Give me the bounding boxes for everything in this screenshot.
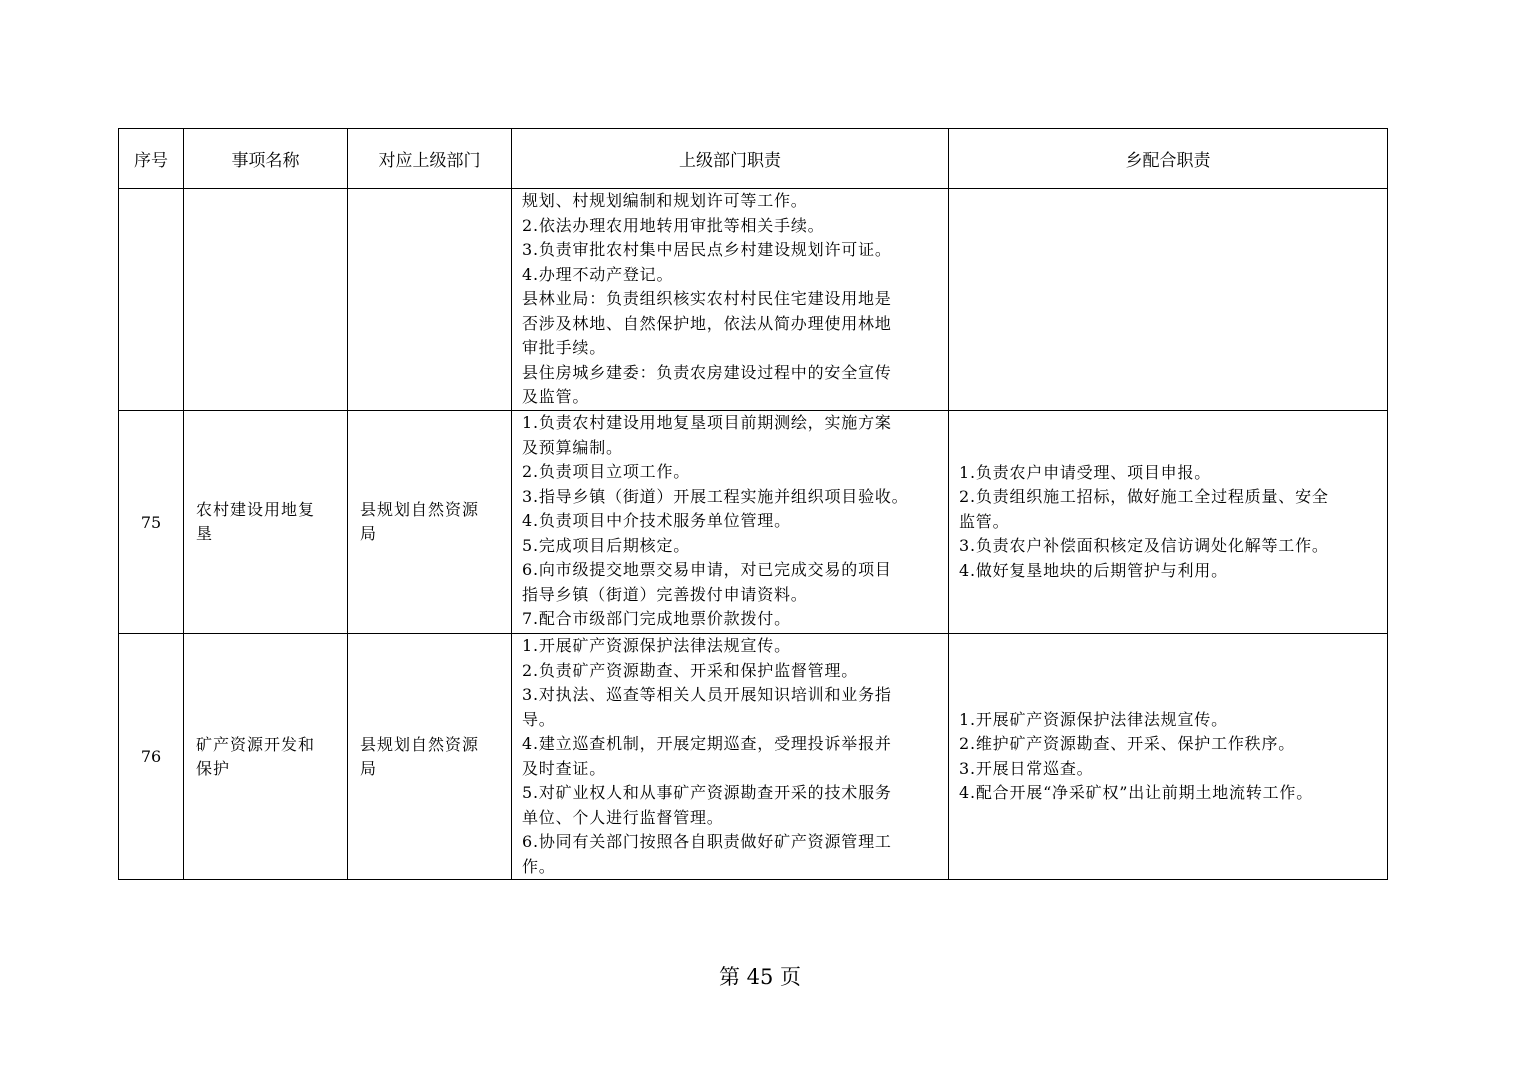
header-superior-dept: 对应上级部门 [348, 129, 512, 189]
item-name-cell-line: 农村建设用地复 [196, 500, 316, 519]
superior-duty-cell-line: 否涉及林地、自然保护地，依法从简办理使用林地 [522, 313, 892, 333]
township-duty-cell [949, 189, 1388, 411]
superior-duty-cell-line: 作。 [522, 856, 556, 876]
superior-duty-cell-line: 审批手续。 [522, 338, 607, 357]
township-duty-cell-line: 4.做好复垦地块的后期管护与利用。 [959, 560, 1228, 580]
superior-duty-cell-line: 3.负责审批农村集中居民点乡村建设规划许可证。 [522, 240, 892, 259]
superior-duty-cell-line: 5.完成项目后期核定。 [522, 535, 691, 555]
superior-duty-cell-line: 7.配合市级部门完成地票价款拨付。 [522, 609, 791, 628]
superior-duty-cell-line: 3.对执法、巡查等相关人员开展知识培训和业务指 [522, 685, 892, 704]
header-superior-duty: 上级部门职责 [512, 129, 949, 189]
superior-duty-cell-line: 及监管。 [522, 387, 590, 406]
superior-duty-cell [512, 411, 949, 634]
township-duty-cell-line: 监管。 [959, 511, 1010, 531]
township-duty-cell-line: 2.维护矿产资源勘查、开采、保护工作秩序。 [959, 734, 1296, 753]
superior-duty-cell-line: 6.向市级提交地票交易申请，对已完成交易的项目 [522, 560, 892, 579]
item-name-cell-line: 保护 [196, 758, 231, 778]
township-duty-cell-line: 4.配合开展“净采矿权”出让前期土地流转工作。 [959, 783, 1314, 802]
table-row [119, 411, 1388, 634]
superior-dept-cell-line: 县规划自然资源 [360, 500, 480, 519]
superior-duty-cell-line: 4.办理不动产登记。 [522, 264, 674, 284]
township-duty-cell-line: 1.开展矿产资源保护法律法规宣传。 [959, 709, 1228, 729]
superior-duty-cell-line: 4.建立巡查机制，开展定期巡查，受理投诉举报并 [522, 734, 892, 753]
superior-duty-cell-line: 3.指导乡镇（街道）开展工程实施并组织项目验收。 [522, 486, 909, 506]
superior-duty-cell-line: 2.负责矿产资源勘查、开采和保护监督管理。 [522, 660, 859, 680]
duty-table [118, 128, 1388, 880]
superior-duty-cell-line: 规划、村规划编制和规划许可等工作。 [522, 191, 808, 210]
township-duty-cell-line: 1.负责农户申请受理、项目申报。 [959, 462, 1212, 482]
header-serial: 序号 [119, 129, 184, 189]
township-duty-cell-line: 3.负责农户补偿面积核定及信访调处化解等工作。 [959, 536, 1329, 556]
superior-dept-cell-line: 县规划自然资源 [360, 734, 480, 754]
superior-dept-cell [348, 411, 512, 634]
superior-duty-cell-line: 1.负责农村建设用地复垦项目前期测绘，实施方案 [522, 413, 892, 432]
superior-duty-cell [512, 189, 949, 411]
township-duty-cell [949, 411, 1388, 634]
superior-duty-cell-line: 6.协同有关部门按照各自职责做好矿产资源管理工 [522, 832, 892, 851]
row-serial: 75 [119, 411, 184, 634]
superior-duty-cell-line: 指导乡镇（街道）完善拨付申请资料。 [522, 584, 808, 604]
row-serial: 76 [119, 634, 184, 880]
item-name-cell [184, 189, 348, 411]
superior-dept-cell [348, 189, 512, 411]
item-name-cell-line: 垦 [196, 524, 214, 543]
superior-duty-cell-line: 2.依法办理农用地转用审批等相关手续。 [522, 215, 825, 235]
superior-duty-cell-line: 5.对矿业权人和从事矿产资源勘查开采的技术服务 [522, 783, 892, 802]
superior-duty-cell-line: 及时查证。 [522, 758, 607, 778]
page-number: 第 45 页 [718, 965, 802, 989]
header-township-duty: 乡配合职责 [949, 129, 1388, 189]
table-row [119, 634, 1388, 880]
row-serial [119, 189, 184, 411]
township-duty-cell [949, 634, 1388, 880]
item-name-cell-line: 矿产资源开发和 [196, 734, 316, 754]
township-duty-cell-line: 3.开展日常巡查。 [959, 758, 1094, 778]
superior-duty-cell-line: 及预算编制。 [522, 437, 623, 457]
superior-duty-cell [512, 634, 949, 880]
superior-dept-cell-line: 局 [360, 524, 378, 543]
table-header-row [119, 129, 1388, 189]
township-duty-cell-line: 2.负责组织施工招标，做好施工全过程质量、安全 [959, 487, 1329, 507]
superior-dept-cell [348, 634, 512, 880]
superior-duty-cell-line: 2.负责项目立项工作。 [522, 462, 691, 481]
superior-duty-cell-line: 县住房城乡建委：负责农房建设过程中的安全宣传 [522, 362, 892, 382]
superior-duty-cell-line: 1.开展矿产资源保护法律法规宣传。 [522, 636, 791, 655]
superior-duty-cell-line: 导。 [522, 709, 556, 729]
superior-duty-cell-line: 4.负责项目中介技术服务单位管理。 [522, 511, 791, 530]
header-item-name: 事项名称 [184, 129, 348, 189]
superior-duty-cell-line: 单位、个人进行监督管理。 [522, 807, 724, 827]
table-row [119, 189, 1388, 411]
superior-duty-cell-line: 县林业局：负责组织核实农村村民住宅建设用地是 [522, 289, 892, 308]
item-name-cell [184, 411, 348, 634]
table-body [119, 189, 1388, 880]
superior-dept-cell-line: 局 [360, 758, 378, 778]
item-name-cell [184, 634, 348, 880]
